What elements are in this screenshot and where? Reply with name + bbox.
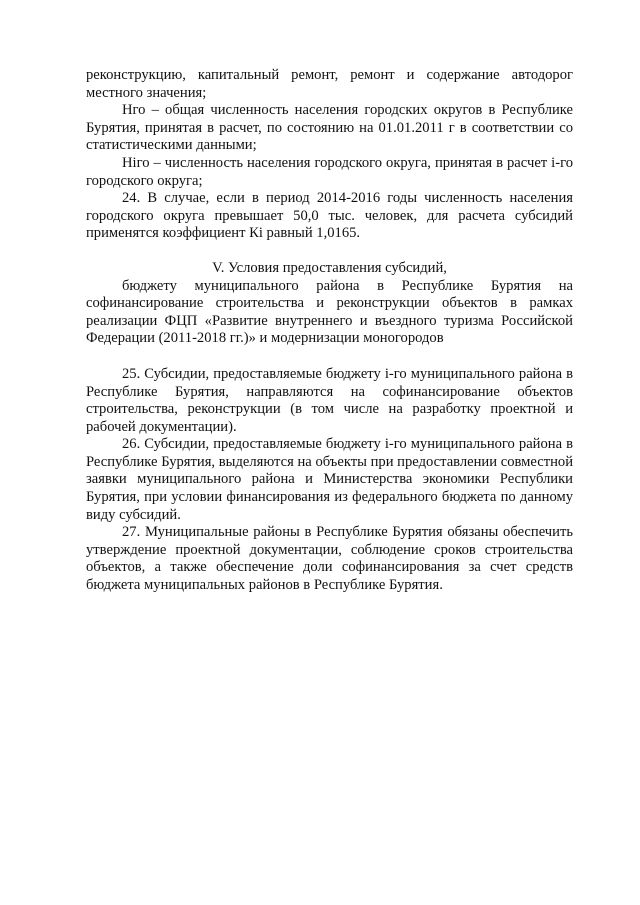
paragraph-continuation: реконструкцию, капитальный ремонт, ремонт и содержание автодорог местного значения; bbox=[86, 67, 573, 101]
paragraph-25: 25. Субсидии, предоставляемые бюджету i-го муниципального района в Республике Бурятия, направляются на софинансирование объектов строительства, реконструкции (в том числе на разработку проектной и рабочей документации). bbox=[86, 365, 573, 435]
spacer bbox=[86, 348, 573, 366]
section-title: V. Условия предоставления субсидий, bbox=[212, 259, 447, 276]
paragraph-hgo-definition: Нго – общая численность населения городских округов в Республике Бурятия, принятая в расчет, по состоянию на 01.01.2011 г в соответствии со статистическими данными; bbox=[86, 102, 573, 154]
paragraph-26: 26. Субсидии, предоставляемые бюджету i-го муниципального района в Республике Бурятия, выделяются на объекты при предоставлении совместной заявки муниципального района и Министерства экономики Республики Бурятия, при условии финансирования из федерального бюджета по данному виду субсидий. bbox=[86, 436, 573, 523]
paragraph-27: 27. Муниципальные районы в Республике Бурятия обязаны обеспечить утверждение проектной документации, соблюдение сроков строительства объектов, а также обеспечение доли софинансирования за счет средств бюджета муниципальных районов в Республике Бурятия. bbox=[86, 524, 573, 594]
paragraph-24: 24. В случае, если в период 2014-2016 годы численность населения городского округа превышает 50,0 тыс. человек, для расчета субсидий применятся коэффициент Кi равный 1,0165. bbox=[86, 190, 573, 242]
spacer bbox=[86, 243, 573, 260]
section-subtitle: бюджету муниципального района в Республике Бурятия на софинансирование строительства и реконструкции объектов в рамках реализации ФЦП «Развитие внутреннего и въездного туризма Российской Федерации (2011-2018 гг.)» и модернизации моногородов bbox=[86, 277, 573, 347]
document-page bbox=[86, 67, 573, 595]
paragraph-higo-definition: Нiго – численность населения городского округа, принятая в расчет i-го городского округа; bbox=[86, 154, 573, 189]
